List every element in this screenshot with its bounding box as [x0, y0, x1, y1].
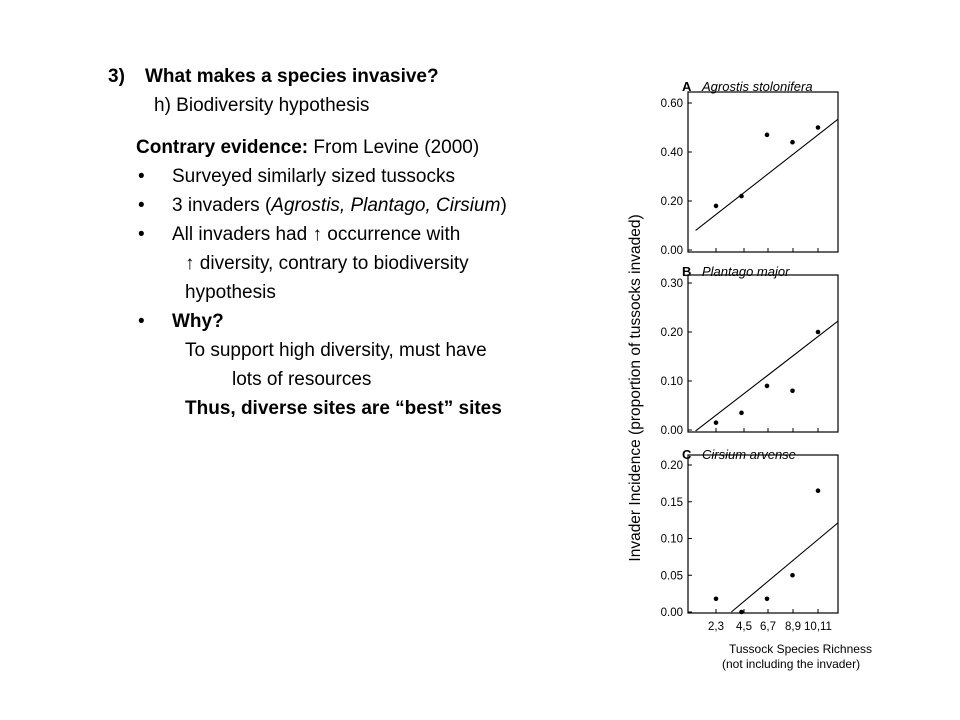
y-tick-label: 0.20: [660, 460, 683, 472]
y-tick-label: 0.05: [660, 570, 683, 583]
y-tick-label: 0.10: [660, 533, 683, 546]
data-point: [816, 488, 821, 493]
bullet-occurrence-line2: ↑ diversity, contrary to biodiversity: [185, 253, 469, 274]
slide-heading: What makes a species invasive?: [145, 66, 439, 87]
bullet-invaders-prefix: 3 invaders (: [172, 195, 272, 216]
data-point: [816, 125, 821, 130]
y-tick-label: 0.15: [660, 496, 683, 509]
y-tick-label: 0.60: [660, 98, 683, 110]
heading-number: 3): [108, 66, 125, 87]
bullet-marker: •: [138, 224, 145, 245]
x-tick-label: 4,5: [736, 621, 752, 633]
data-point: [765, 596, 770, 601]
y-axis-title: Invader Incidence (proportion of tussocks invaded): [627, 214, 644, 562]
x-axis-subtitle: (not including the invader): [722, 657, 861, 671]
regression-line: [731, 505, 859, 612]
panel-frame: [688, 455, 838, 613]
bullet-marker: •: [138, 166, 145, 187]
x-tick-label: 2,3: [708, 621, 724, 633]
x-axis-title: Tussock Species Richness: [729, 642, 872, 656]
y-tick-label: 0.00: [660, 607, 683, 619]
contrary-evidence-label: Contrary evidence:: [136, 137, 309, 158]
invader-incidence-chart: [620, 70, 872, 680]
panel-letter: A: [682, 79, 692, 94]
data-point: [790, 389, 795, 394]
data-point: [714, 204, 719, 209]
bullet-occurrence-line3: hypothesis: [185, 282, 276, 303]
data-point: [739, 411, 744, 416]
data-point: [714, 596, 719, 601]
data-point: [739, 610, 744, 615]
panel-frame: [688, 275, 838, 432]
y-tick-label: 0.20: [660, 196, 683, 208]
regression-line: [696, 103, 859, 230]
y-tick-label: 0.40: [660, 147, 683, 159]
why-line1: To support high diversity, must have: [185, 340, 487, 361]
panel-frame: [688, 92, 838, 252]
panel-letter: B: [682, 264, 692, 279]
contrary-evidence-source: From Levine (2000): [308, 137, 480, 158]
panel-letter: C: [682, 447, 692, 462]
contrary-evidence-line: [136, 137, 479, 159]
x-tick-label: 10,11: [804, 621, 832, 633]
bullet-invaders-suffix: ): [500, 195, 507, 216]
bullet-marker: •: [138, 195, 145, 216]
conclusion-line: Thus, diverse sites are “best” sites: [185, 398, 502, 419]
y-tick-label: 0.20: [660, 327, 683, 339]
panel-species-title: Plantago major: [702, 264, 790, 279]
data-point: [714, 420, 719, 425]
data-point: [765, 384, 770, 389]
bullet-invaders: [172, 195, 507, 217]
data-point: [765, 133, 770, 138]
data-point: [816, 330, 821, 335]
y-tick-label: 0.10: [660, 376, 683, 388]
data-point: [790, 140, 795, 145]
panel-species-title: Agrostis stolonifera: [702, 79, 813, 94]
bullet-occurrence-line1: All invaders had ↑ occurrence with: [172, 224, 461, 245]
regression-line: [696, 305, 859, 431]
x-tick-label: 8,9: [785, 621, 801, 633]
data-point: [739, 194, 744, 199]
panel-species-title: Cirsium arvense: [702, 447, 796, 462]
bullet-marker: •: [138, 311, 145, 332]
bullet-surveyed: Surveyed similarly sized tussocks: [172, 166, 455, 187]
bullet-invaders-species: Agrostis, Plantago, Cirsium: [271, 195, 501, 216]
data-point: [790, 573, 795, 578]
slide-subheading: h) Biodiversity hypothesis: [154, 95, 370, 116]
bullet-why: Why?: [172, 311, 224, 332]
y-tick-label: 0.30: [660, 278, 683, 290]
why-line2: lots of resources: [232, 369, 372, 390]
y-tick-label: 0.00: [660, 425, 683, 437]
y-tick-label: 0.00: [660, 245, 683, 257]
x-tick-label: 6,7: [760, 621, 776, 633]
